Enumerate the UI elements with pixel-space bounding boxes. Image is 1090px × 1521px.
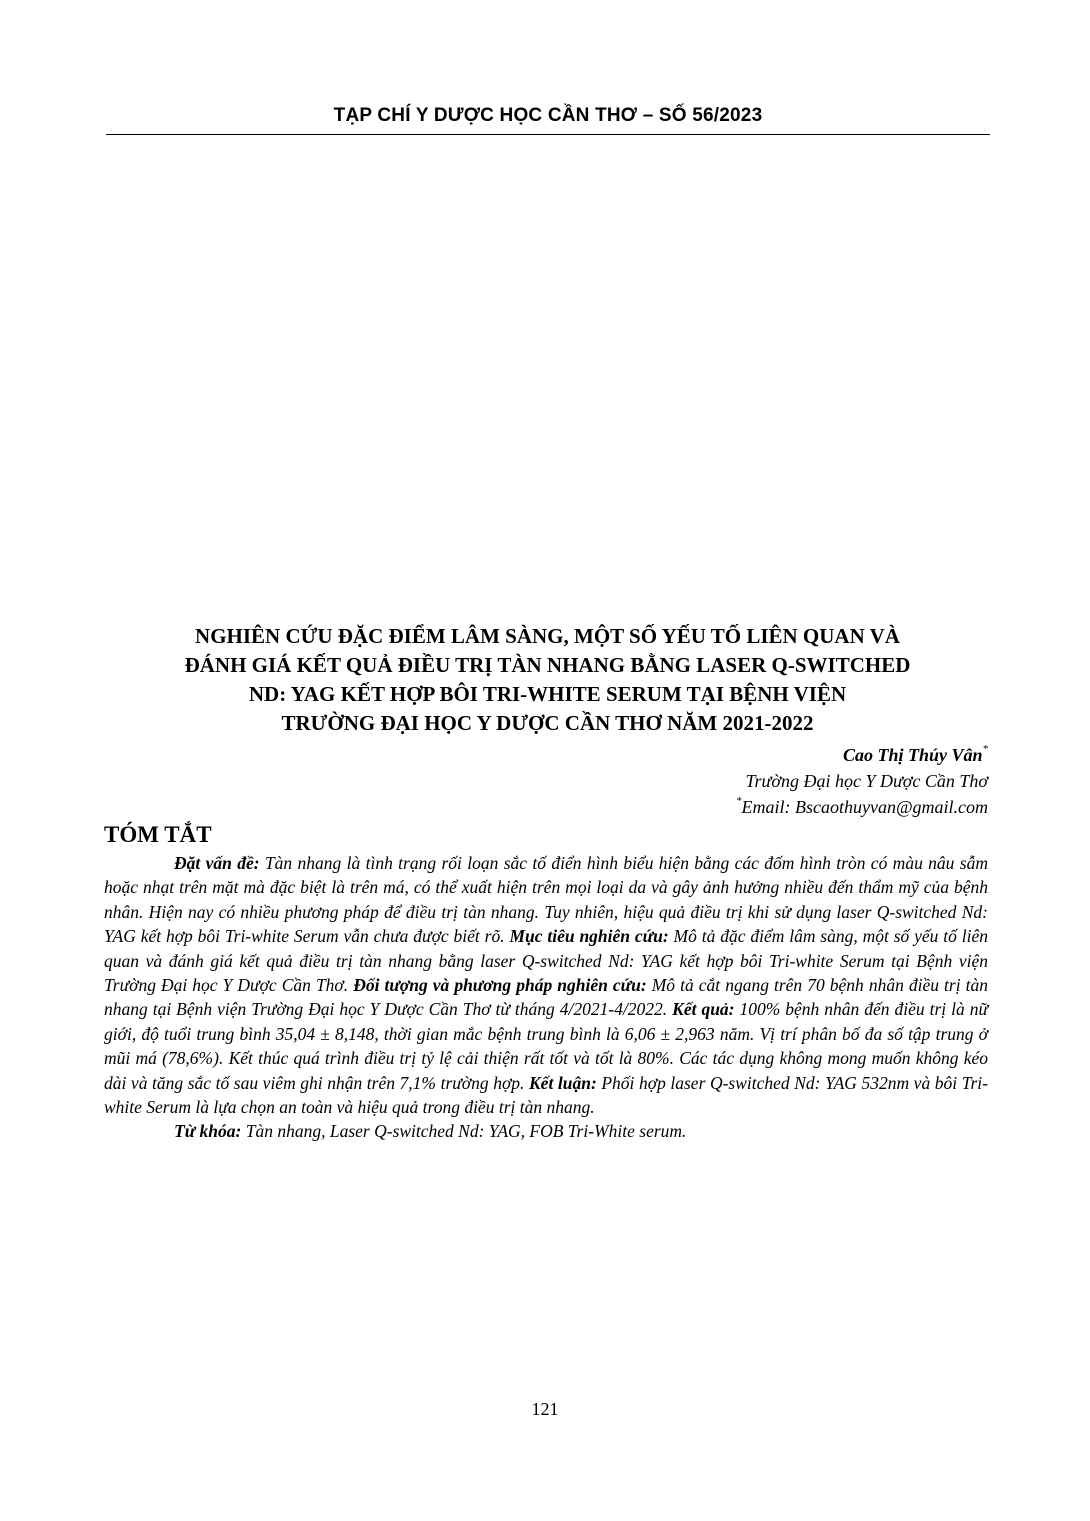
results-label: Kết quả: (672, 999, 735, 1020)
background-label: Đặt vấn đề: (174, 853, 260, 873)
conclusion-text: Phối hợp laser Q-switched Nd: YAG 532nm và bôi Tri-white Serum là lựa chọn an toàn và hiệu quả trong điều trị tàn nhang. (104, 1072, 988, 1118)
title-line: ND: YAG KẾT HỢP BÔI TRI-WHITE SERUM TẠI BỆNH VIỆN (248, 682, 847, 706)
author-email-line (736, 794, 988, 820)
keywords-text: Tàn nhang, Laser Q-switched Nd: YAG, FOB Tri-White serum. (241, 1121, 687, 1142)
abstract-heading: TÓM TẮT (104, 822, 212, 847)
author-block (736, 742, 988, 820)
conclusion-label: Kết luận: (529, 1072, 597, 1093)
author-name: Cao Thị Thúy Vân (842, 745, 983, 765)
author-affiliation: Trường Đại học Y Dược Cần Thơ (745, 771, 988, 791)
abstract-body (104, 851, 988, 1144)
keywords-label: Từ khóa: (174, 1121, 242, 1142)
abstract-paragraph (104, 851, 988, 1119)
methods-text: Mô tả cắt ngang trên 70 bệnh nhân điều trị tàn nhang tại Bệnh viện Trường Đại học Y Dược Cần Thơ từ tháng 4/2021-4/2022. (104, 975, 988, 1020)
objective-label: Mục tiêu nghiên cứu: (509, 926, 669, 947)
keywords-paragraph (104, 1119, 988, 1143)
author-marker: * (982, 743, 988, 755)
title-line: NGHIÊN CỨU ĐẶC ĐIỂM LÂM SÀNG, MỘT SỐ YẾU TỐ LIÊN QUAN VÀ (195, 624, 900, 648)
journal-header: TẠP CHÍ Y DƯỢC HỌC CẦN THƠ – SỐ 56/2023 (333, 105, 763, 126)
methods-label: Đối tượng và phương pháp nghiên cứu: (353, 975, 647, 996)
header-divider (106, 134, 990, 135)
background-text: Tàn nhang là tình trạng rối loạn sắc tố điển hình biểu hiện bằng các đốm hình tròn có màu nâu sẫm hoặc nhạt trên mặt mà đặc biệt là trên má, có thể xuất hiện trên mọi loại da và gây ảnh hưởng nhiều đến thẩm mỹ của bệnh nhân. Hiện nay có nhiều phương pháp để điều trị tàn nhang. Tuy nhiên, hiệu quả điều trị khi sử dụng laser Q-switched Nd: YAG kết hợp bôi Tri-white Serum vẫn chưa được biết rõ. (104, 853, 988, 947)
page-number: 121 (531, 1399, 559, 1419)
title-line: ĐÁNH GIÁ KẾT QUẢ ĐIỀU TRỊ TÀN NHANG BẰNG LASER Q-SWITCHED (184, 653, 911, 677)
results-text: 100% bệnh nhân đến điều trị là nữ giới, độ tuổi trung bình 35,04 ± 8,148, thời gian mắc bệnh trung bình là 6,06 ± 2,963 năm. Vị trí phân bố đa số tập trung ở mũi má (78,6%). Kết thúc quá trình điều trị tỷ lệ cải thiện rất tốt và tốt là 80%. Các tác dụng không mong muốn không kéo dài và tăng sắc tố sau viêm ghi nhận trên 7,1% trường hợp. (104, 999, 988, 1093)
author-line (736, 742, 988, 768)
email-marker: * (735, 795, 742, 807)
article-title (100, 622, 995, 738)
objective-text: Mô tả đặc điểm lâm sàng, một số yếu tố liên quan và đánh giá kết quả điều trị tàn nhang bằng laser Q-switched Nd: YAG kết hợp bôi Tri-white Serum tại Bệnh viện Trường Đại học Y Dược Cần Thơ. (104, 926, 988, 996)
author-email: Email: Bscaothuyvan@gmail.com (741, 797, 988, 817)
title-line: TRƯỜNG ĐẠI HỌC Y DƯỢC CẦN THƠ NĂM 2021-2022 (281, 711, 814, 735)
